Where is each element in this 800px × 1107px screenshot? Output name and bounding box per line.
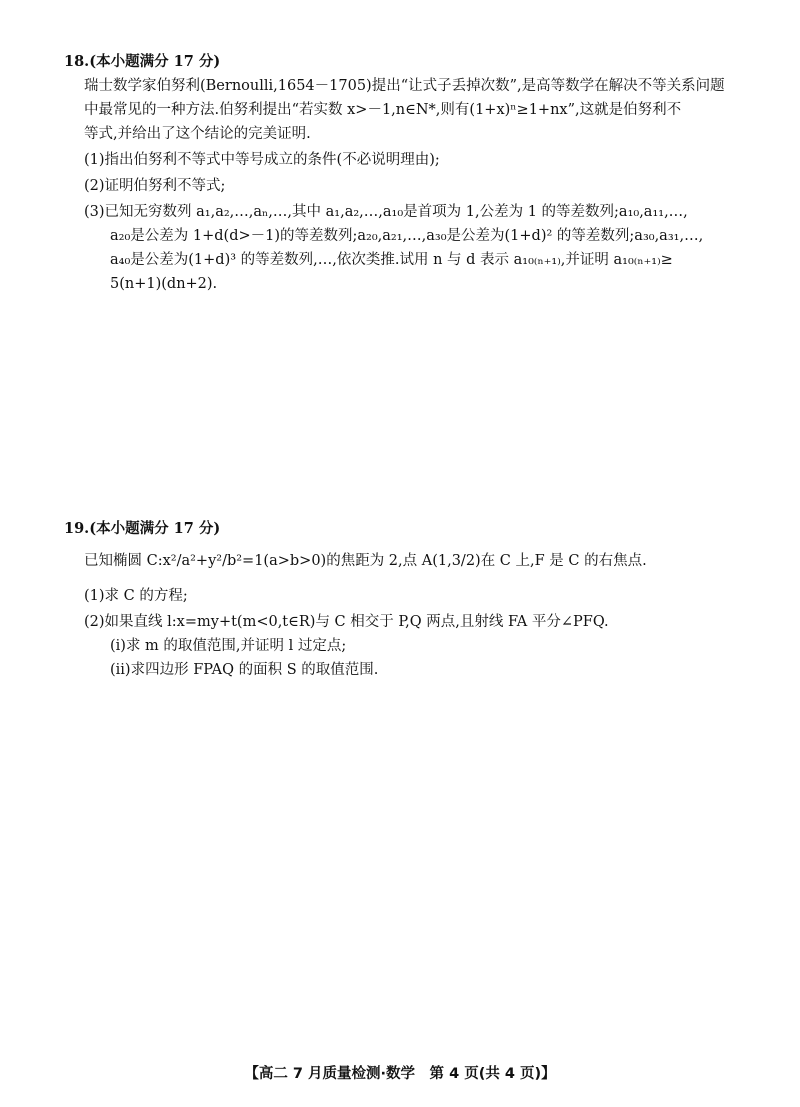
question-18-part-3-line: a₄₀是公差为(1+d)³ 的等差数列,…,依次类推.试用 n 与 d 表示 a₁₀₍ₙ₊₁₎,并证明 a₁₀₍ₙ₊₁₎≥: [110, 252, 673, 268]
question-19-part-2-ii: (ⅱ)求四边形 FPAQ 的面积 S 的取值范围.: [110, 662, 379, 678]
question-19-text-line: 已知椭圆 C:x²/a²+y²/b²=1(a>b>0)的焦距为 2,点 A(1,3/2)在 C 上,F 是 C 的右焦点.: [84, 553, 647, 569]
question-18-text-line: 瑞士数学家伯努利(Bernoulli,1654－1705)提出“让式子丢掉次数”,是高等数学在解决不等关系问题: [84, 78, 725, 94]
question-18-part-3: (3)已知无穷数列 a₁,a₂,…,aₙ,…,其中 a₁,a₂,…,a₁₀是首项为 1,公差为 1 的等差数列;a₁₀,a₁₁,…,: [84, 204, 688, 220]
question-18-part-3-line: 5(n+1)(dn+2).: [110, 276, 218, 292]
question-18-part-2: (2)证明伯努利不等式;: [84, 178, 226, 194]
question-18-text-line: 等式,并给出了这个结论的完美证明.: [84, 126, 311, 142]
question-19-title: 19.(本小题满分 17 分): [64, 520, 221, 537]
question-18-part-3-line: a₂₀是公差为 1+d(d>－1)的等差数列;a₂₀,a₂₁,…,a₃₀是公差为(1+d)² 的等差数列;a₃₀,a₃₁,…,: [110, 228, 704, 244]
question-18-part-1: (1)指出伯努利不等式中等号成立的条件(不必说明理由);: [84, 152, 440, 168]
question-19-part-1: (1)求 C 的方程;: [84, 588, 188, 604]
question-18-title: 18.(本小题满分 17 分): [64, 53, 221, 70]
page-footer: 【高二 7 月质量检测·数学 第 4 页(共 4 页)】: [244, 1066, 556, 1082]
question-19-part-2: (2)如果直线 l:x=my+t(m<0,t∈R)与 C 相交于 P,Q 两点,且射线 FA 平分∠PFQ.: [84, 614, 609, 630]
question-18-text-line: 中最常见的一种方法.伯努利提出“若实数 x>－1,n∈N*,则有(1+x)ⁿ≥1+nx”,这就是伯努利不: [84, 102, 682, 118]
question-19-part-2-i: (ⅰ)求 m 的取值范围,并证明 l 过定点;: [110, 638, 347, 654]
